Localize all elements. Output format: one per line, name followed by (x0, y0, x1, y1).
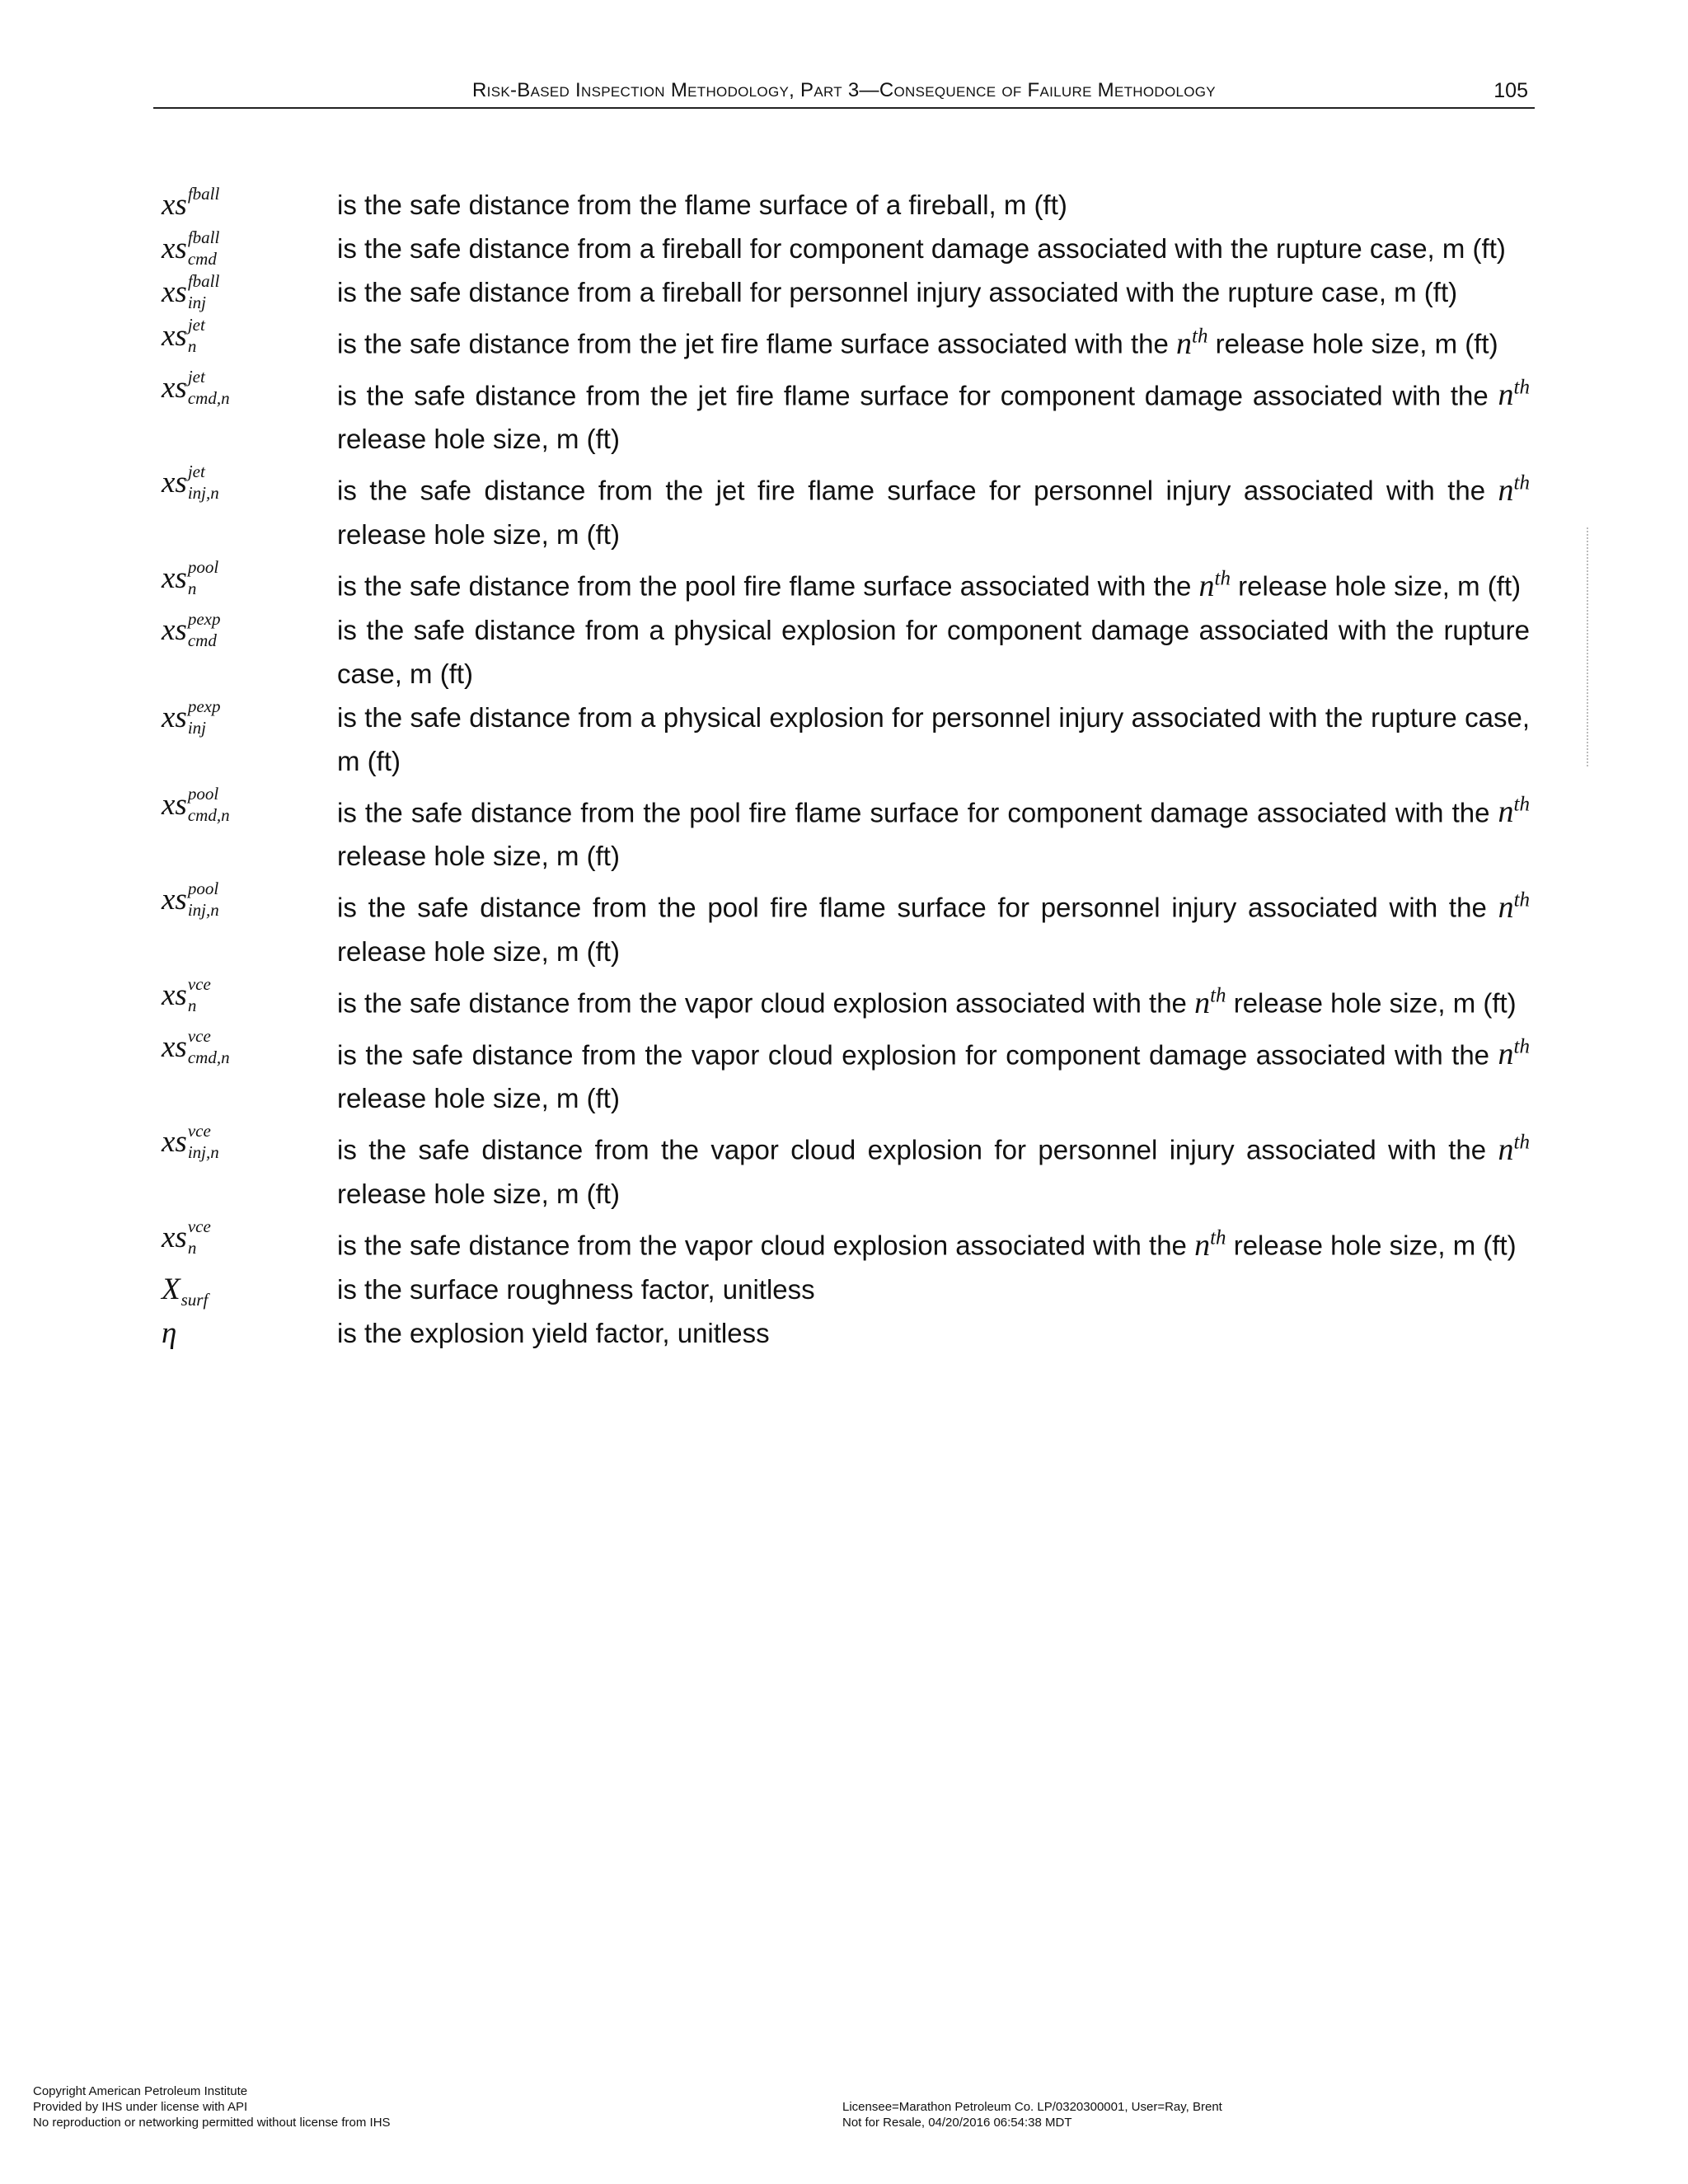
definition-row (162, 608, 1530, 696)
symbol-subscript: n (187, 1237, 197, 1258)
nth-base: n (1194, 985, 1211, 1020)
definition-row (162, 783, 1530, 879)
symbol-superscript: jet (187, 315, 205, 335)
symbol-base: η (162, 1315, 177, 1350)
definition-text-part: is the safe distance from the jet fire flame surface for component damage associated with the (337, 380, 1489, 411)
definition-text-part: is the safe distance from the vapor cloud explosion for component damage associated with the (337, 1039, 1490, 1071)
nth-base: n (1498, 889, 1514, 925)
symbol-base: xs (162, 700, 187, 734)
nth-term (1176, 326, 1207, 361)
definition-text-part: release hole size, m (ft) (337, 1083, 620, 1114)
symbol-subscript: n (187, 995, 197, 1015)
definition-text (337, 366, 1530, 462)
definition-row (162, 183, 1530, 227)
definition-text (337, 461, 1530, 556)
nth-base: n (1198, 568, 1215, 603)
definition-text: is the safe distance from a physical explosion for component damage associated with the rupture case, m (ft) (337, 614, 1530, 689)
symbol-base: xs (162, 977, 187, 1012)
symbol-superscript: jet (187, 462, 205, 482)
nth-term (1498, 890, 1530, 925)
definition-text: is the safe distance from the flame surface of a fireball, m (ft) (337, 190, 1067, 220)
nth-term (1498, 794, 1530, 829)
symbol-scripts (188, 785, 230, 824)
nth-base: n (1498, 1037, 1514, 1072)
symbol-scripts (187, 1025, 230, 1067)
symbol (162, 183, 337, 227)
definition-text-part: release hole size, m (ft) (337, 424, 620, 455)
definition-text-part: release hole size, m (ft) (337, 518, 620, 550)
definition-text-part: is the safe distance from the jet fire flame surface for personnel injury associated with the (337, 475, 1486, 506)
symbol-subscript: n (187, 578, 197, 598)
symbol-base: xs (162, 319, 187, 353)
definition-text-part: is the safe distance from the vapor cloud explosion associated with the (337, 1230, 1187, 1261)
symbol-base: xs (162, 883, 187, 917)
symbol-scripts (188, 185, 220, 224)
symbol-subscript: inj,n (187, 900, 219, 921)
symbol (162, 1025, 337, 1121)
definition-text (337, 314, 1530, 366)
definition-row (162, 1025, 1530, 1121)
symbol-scripts (188, 1122, 219, 1161)
definition-text-part: release hole size, m (ft) (1233, 1230, 1517, 1261)
definition-text-part: release hole size, m (ft) (337, 841, 620, 872)
symbol-base: xs (162, 787, 187, 822)
symbol-scripts (188, 1218, 211, 1257)
symbol-subscript: cmd,n (187, 387, 230, 408)
symbol-scripts (188, 273, 220, 312)
symbol-scripts (188, 698, 221, 737)
symbol-base: X (162, 1272, 181, 1306)
nth-base: n (1498, 794, 1514, 830)
symbol (162, 1311, 337, 1355)
symbol-superscript: pexp (187, 608, 221, 629)
definition-row (162, 556, 1530, 608)
symbol-superscript: fball (187, 227, 220, 247)
nth-superscript: th (1513, 1035, 1530, 1058)
symbol-base: xs (162, 232, 187, 265)
symbol (162, 227, 337, 270)
definition-row (162, 973, 1530, 1025)
nth-superscript: th (1210, 1226, 1226, 1249)
nth-term (1498, 1037, 1530, 1071)
nth-superscript: th (1513, 376, 1530, 399)
definition-text (337, 1025, 1530, 1121)
footer-line: No reproduction or networking permitted without license from IHS (33, 2116, 391, 2130)
symbol (162, 1268, 337, 1311)
definition-text-part: is the safe distance from the pool fire flame surface for personnel injury associated with the (337, 892, 1487, 923)
symbol (162, 608, 337, 696)
symbol-base: xs (162, 370, 187, 405)
symbol-base: xs (162, 560, 187, 595)
symbol-superscript: pexp (187, 696, 221, 716)
definition-text: is the safe distance from a fireball for personnel injury associated with the rupture case, m (ft) (337, 277, 1458, 307)
definition-row (162, 1311, 1530, 1355)
definition-row (162, 270, 1530, 314)
symbol-scripts (187, 608, 221, 650)
symbol-scripts (187, 973, 211, 1015)
nth-base: n (1498, 1132, 1514, 1167)
footer-line: Copyright American Petroleum Institute (33, 2084, 248, 2098)
symbol-subscript: cmd,n (187, 1047, 230, 1067)
symbol-base: xs (162, 1220, 187, 1254)
symbol-base: xs (162, 275, 187, 309)
symbol-subscript: cmd (187, 630, 217, 650)
definition-text-part: is the safe distance from the pool fire flame surface associated with the (337, 570, 1192, 602)
nth-term (1498, 377, 1530, 412)
symbol-superscript: jet (187, 366, 205, 387)
nth-superscript: th (1192, 325, 1208, 347)
symbol-superscript: fball (187, 271, 220, 291)
footer-line: Not for Resale, 04/20/2016 06:54:38 MDT (842, 2116, 1072, 2130)
definition-row (162, 314, 1530, 366)
nth-term (1498, 1132, 1530, 1167)
symbol (162, 461, 337, 556)
footer-license (842, 2099, 1222, 2130)
definition-text: is the safe distance from a physical explosion for personnel injury associated with the rupture case, m (ft) (337, 701, 1530, 776)
symbol (162, 696, 337, 783)
symbol-base: xs (162, 188, 187, 222)
nth-superscript: th (1513, 888, 1531, 912)
symbol-subscript: inj (187, 717, 206, 738)
nth-superscript: th (1513, 471, 1530, 494)
symbol (162, 1216, 337, 1268)
nth-base: n (1498, 377, 1514, 413)
definition-text: is the explosion yield factor, unitless (337, 1317, 770, 1348)
nth-superscript: th (1210, 983, 1226, 1006)
nth-base: n (1176, 326, 1192, 361)
symbol-superscript: vce (187, 973, 211, 994)
symbol-superscript: vce (187, 1121, 211, 1141)
nomenclature-list (162, 183, 1530, 1355)
definition-text-part: is the safe distance from the pool fire flame surface for component damage associated with the (337, 797, 1490, 828)
symbol (162, 783, 337, 879)
symbol-subscript: cmd (187, 249, 217, 269)
symbol-scripts (187, 556, 219, 598)
symbol-superscript (181, 1270, 209, 1287)
footer-copyright (33, 2083, 391, 2130)
nth-superscript: th (1513, 1131, 1530, 1154)
definition-row (162, 1268, 1530, 1311)
symbol-subscript: cmd,n (187, 804, 230, 825)
definition-text-part: release hole size, m (ft) (1215, 328, 1498, 359)
nth-superscript: th (1214, 566, 1231, 589)
nth-base: n (1498, 472, 1514, 508)
symbol-scripts (188, 316, 205, 355)
definition-text-part: release hole size, m (ft) (1238, 570, 1522, 602)
definition-text-part: release hole size, m (ft) (1233, 987, 1517, 1019)
definition-row (162, 461, 1530, 556)
definition-text (337, 783, 1530, 879)
nth-term (1194, 983, 1226, 1020)
symbol-scripts (188, 880, 219, 919)
symbol-scripts (188, 463, 219, 502)
definition-text: is the safe distance from a fireball for component damage associated with the rupture case, m (ft) (337, 233, 1506, 264)
symbol-base: xs (162, 612, 187, 647)
symbol (162, 314, 337, 366)
definition-text (337, 1120, 1530, 1216)
symbol (162, 556, 337, 608)
page-number: 105 (1493, 79, 1528, 102)
nth-term (1194, 1228, 1226, 1263)
symbol-base: xs (162, 1029, 187, 1064)
footer-line: Licensee=Marathon Petroleum Co. LP/0320300001, User=Ray, Brent (842, 2100, 1222, 2114)
symbol (162, 270, 337, 314)
symbol-subscript: inj,n (187, 1142, 219, 1163)
symbol-superscript: vce (187, 1025, 211, 1046)
symbol-superscript: vce (187, 1216, 211, 1236)
symbol-scripts (181, 1270, 209, 1309)
symbol-superscript: pool (187, 556, 219, 577)
symbol-subscript: surf (181, 1289, 209, 1310)
definition-row (162, 1120, 1530, 1216)
symbol (162, 878, 337, 973)
definition-text (337, 878, 1530, 973)
definition-text (337, 556, 1530, 608)
symbol-base: xs (162, 1125, 187, 1160)
scan-edge-marks (1587, 527, 1590, 766)
symbol-subscript: inj (187, 293, 206, 312)
running-header (153, 79, 1535, 109)
symbol-subscript: inj,n (187, 483, 219, 504)
nth-base: n (1194, 1227, 1211, 1263)
symbol-subscript: n (187, 336, 197, 356)
symbol-superscript: pool (187, 783, 219, 804)
symbol-superscript: pool (187, 879, 219, 899)
definition-row (162, 227, 1530, 270)
symbol-subscript (188, 207, 220, 224)
symbol (162, 973, 337, 1025)
definition-row (162, 878, 1530, 973)
definition-text-part: is the safe distance from the vapor cloud explosion for personnel injury associated with the (337, 1134, 1487, 1165)
definition-row (162, 1216, 1530, 1268)
definition-row (162, 366, 1530, 462)
definition-text-part: release hole size, m (ft) (337, 935, 620, 967)
nth-term (1498, 473, 1530, 508)
definition-text (337, 973, 1530, 1025)
definition-text: is the surface roughness factor, unitless (337, 1273, 815, 1305)
symbol (162, 1120, 337, 1216)
symbol-superscript: fball (187, 184, 220, 204)
symbol (162, 366, 337, 462)
header-title: Risk-Based Inspection Methodology, Part 3—Consequence of Failure Methodology (472, 79, 1216, 101)
symbol-scripts (188, 368, 230, 407)
definition-row (162, 696, 1530, 783)
nth-superscript: th (1513, 793, 1530, 816)
definition-text (337, 1216, 1530, 1268)
symbol-scripts (188, 229, 220, 268)
symbol-base: xs (162, 466, 187, 500)
definition-text-part: is the safe distance from the vapor cloud explosion associated with the (337, 987, 1187, 1019)
definition-text-part: release hole size, m (ft) (337, 1178, 620, 1209)
definition-text-part: is the safe distance from the jet fire flame surface associated with the (337, 328, 1169, 359)
nth-term (1198, 566, 1231, 603)
footer-line: Provided by IHS under license with API (33, 2100, 248, 2114)
